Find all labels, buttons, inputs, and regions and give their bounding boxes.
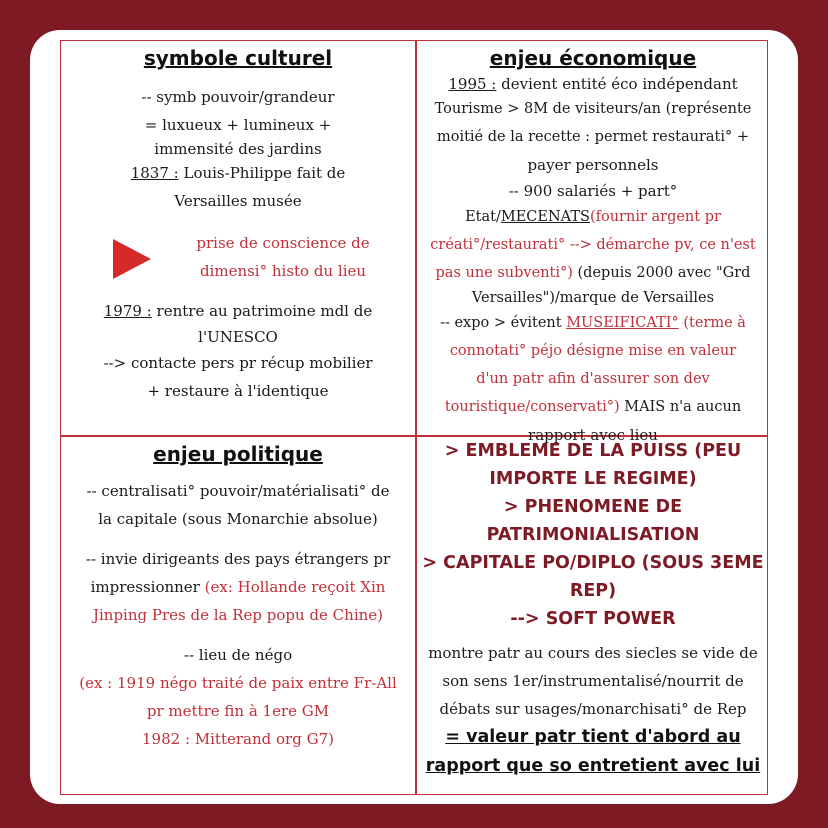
conclusion-line: rapport que so entretient avec lui (425, 756, 761, 776)
text-line: --> contacte pers pr récup mobilier (103, 354, 373, 372)
text: Etat/ (465, 209, 501, 225)
red-triangle-arrow-icon (113, 239, 151, 279)
text-line: la capitale (sous Monarchie absolue) (98, 510, 378, 528)
text-red: (fournir argent pr (589, 209, 721, 225)
cell-synthese (417, 437, 769, 795)
text-line: son sens 1er/instrumentalisé/nourrit de (442, 672, 744, 690)
highlight-line: --> SOFT POWER (510, 609, 676, 629)
text-line: moitié de la recette : permet restaurati° + (436, 129, 750, 145)
highlight-line: REP) (569, 581, 617, 601)
text-line (417, 309, 769, 337)
text-line: -- invie dirigeants des pays étrangers pr (85, 550, 391, 568)
text-line: rapport avec lieu (528, 426, 658, 444)
cell-title: symbole culturel (143, 46, 333, 70)
text-line: + restaure à l'identique (147, 382, 329, 400)
text-line: 1982 : Mitterand org G7) (142, 730, 334, 748)
text-line (417, 203, 769, 231)
text-line (61, 297, 415, 325)
card (30, 30, 798, 804)
text-red: pas une subventi°) (435, 265, 573, 281)
highlight-line: IMPORTE LE REGIME) (489, 469, 697, 489)
text-line: l'UNESCO (198, 328, 278, 346)
text: rentre au patrimoine mdl de (151, 302, 373, 320)
text-line (417, 259, 769, 287)
text-red: touristique/conservati°) (444, 399, 620, 415)
highlight-line: > PHENOMENE DE (503, 497, 683, 517)
text-line: Jinping Pres de la Rep popu de Chine) (92, 606, 384, 624)
text: Louis-Philippe fait de (178, 164, 346, 182)
text-line: = luxueux + lumineux + (144, 116, 332, 134)
text: impressionner (90, 578, 205, 596)
text-line: Versailles musée (174, 192, 302, 210)
conclusion-line: = valeur patr tient d'abord au (445, 727, 741, 747)
text-line: dimensi° histo du lieu (199, 262, 367, 280)
text-line: prise de conscience de (196, 234, 370, 252)
text-line: Versailles")/marque de Versailles (471, 290, 715, 306)
text-line: -- symb pouvoir/grandeur (141, 88, 335, 106)
highlight-line: > EMBLEME DE LA PUISS (PEU (444, 441, 742, 461)
text-red: (terme à (678, 315, 746, 331)
text: MAIS n'a aucun (619, 399, 742, 415)
cell-symbole-culturel (61, 41, 415, 435)
text: devient entité éco indépendant (496, 75, 738, 93)
text-line: connotati° péjo désigne mise en valeur (449, 343, 737, 359)
text-line: montre patr au cours des siecles se vide de (428, 644, 758, 662)
date: 1995 : (448, 75, 497, 93)
date: 1979 : (103, 302, 152, 320)
text-line: immensité des jardins (154, 140, 322, 158)
text-line: créati°/restaurati° --> démarche pv, ce n'est (430, 237, 756, 253)
cell-title: enjeu politique (153, 442, 323, 466)
text-red: (ex: Hollande reçoit Xin (204, 578, 386, 596)
text: -- expo > évitent (440, 315, 567, 331)
text-line: pr mettre fin à 1ere GM (146, 702, 330, 720)
text-line (417, 393, 769, 421)
text-line: payer personnels (527, 156, 659, 174)
text-line (61, 159, 415, 187)
cell-enjeu-politique (61, 437, 415, 795)
text-line (61, 573, 415, 601)
text-line: débats sur usages/monarchisati° de Rep (439, 700, 747, 718)
text-museificati: MUSEIFICATI° (566, 315, 679, 331)
text: (depuis 2000 avec "Grd (572, 265, 751, 281)
text-mecenats: MECENATS (500, 209, 590, 225)
text-line: (ex : 1919 négo traité de paix entre Fr-All (79, 674, 397, 692)
highlight-line: PATRIMONIALISATION (486, 525, 700, 545)
text-line: -- lieu de négo (183, 646, 293, 664)
text-line (417, 73, 769, 95)
cell-title: enjeu économique (489, 46, 697, 70)
table-grid (60, 40, 768, 795)
highlight-line: > CAPITALE PO/DIPLO (SOUS 3EME (422, 553, 764, 573)
text-line: -- centralisati° pouvoir/matérialisati° de (86, 482, 390, 500)
text-line: Tourisme > 8M de visiteurs/an (représente (434, 101, 752, 117)
cell-enjeu-economique (417, 41, 769, 444)
date: 1837 : (130, 164, 179, 182)
text-line: -- 900 salariés + part° (508, 182, 678, 200)
text-line: d'un patr afin d'assurer son dev (476, 371, 710, 387)
